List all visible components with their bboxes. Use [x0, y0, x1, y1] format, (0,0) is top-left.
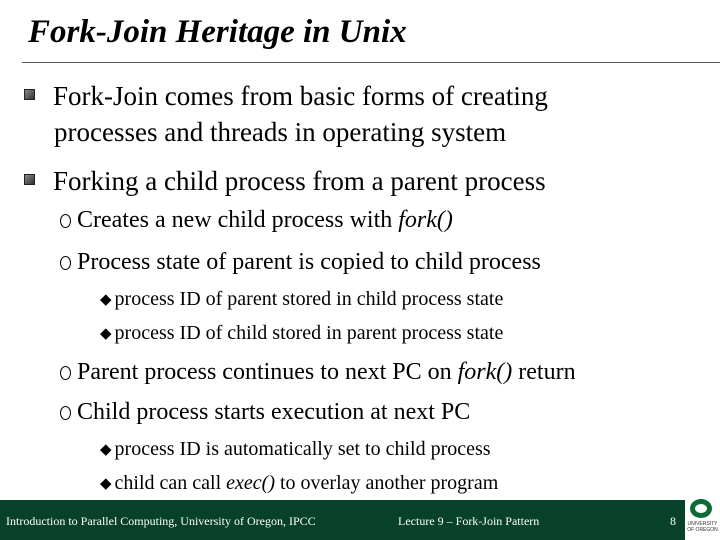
diamond-bullet-icon: ◆: [100, 442, 112, 458]
diamond-bullet-icon: ◆: [100, 326, 112, 342]
bullet-forking: [24, 164, 546, 198]
logo-text: [687, 521, 718, 533]
bullet-fork-join-origin-cont: [24, 115, 506, 149]
slide-footer: [0, 500, 685, 540]
detail-text: process ID is automatically set to child process: [114, 438, 491, 460]
subbullet-parent-continues: [60, 357, 576, 387]
detail-text: process ID of child stored in parent process state: [114, 322, 504, 344]
subbullet-child-starts: [60, 397, 470, 427]
ring-bullet-icon: [60, 366, 71, 380]
code-fork: fork(): [398, 207, 453, 233]
subbullet-text: Creates a new child process with: [77, 207, 399, 233]
detail-text: child can call: [114, 472, 227, 494]
slide-title: Fork-Join Heritage in Unix: [28, 14, 407, 50]
subbullet-text: Child process starts execution at next PC: [77, 399, 471, 425]
ring-bullet-icon: [60, 214, 71, 228]
title-divider: [22, 62, 720, 63]
detail-parent-pid: [100, 286, 503, 313]
bullet-text: processes and threads in operating system: [54, 117, 507, 147]
bullet-fork-join-origin: [24, 79, 548, 113]
university-logo: [685, 497, 720, 540]
subbullet-tail: return: [512, 359, 576, 385]
detail-exec: [100, 470, 498, 497]
footer-page-number: 8: [670, 514, 676, 528]
subbullet-state-copied: [60, 247, 541, 277]
oregon-o-icon: [690, 499, 712, 518]
ring-bullet-icon: [60, 406, 71, 420]
detail-text: process ID of parent stored in child process state: [114, 288, 504, 310]
logo-line-2: OF OREGON: [687, 527, 718, 533]
subbullet-creates: [60, 205, 453, 235]
subbullet-text: Process state of parent is copied to child process: [77, 249, 541, 275]
detail-tail: to overlay another program: [275, 472, 499, 494]
footer-course: Introduction to Parallel Computing, University of Oregon, IPCC: [6, 514, 316, 528]
bullet-text: Forking a child process from a parent process: [53, 166, 546, 196]
detail-child-pid: [100, 320, 503, 347]
square-bullet-icon: [24, 89, 35, 100]
ring-bullet-icon: [60, 256, 71, 270]
footer-lecture: Lecture 9 – Fork-Join Pattern: [398, 514, 540, 528]
bullet-text: Fork-Join comes from basic forms of creating: [53, 81, 548, 111]
diamond-bullet-icon: ◆: [100, 292, 112, 308]
square-bullet-icon: [24, 174, 35, 185]
diamond-bullet-icon: ◆: [100, 476, 112, 492]
logo-line-1: UNIVERSITY: [687, 521, 718, 527]
code-fork: fork(): [457, 359, 513, 385]
detail-pid-set: [100, 436, 491, 463]
code-exec: exec(): [226, 472, 275, 494]
subbullet-text: Parent process continues to next PC on: [77, 359, 458, 385]
